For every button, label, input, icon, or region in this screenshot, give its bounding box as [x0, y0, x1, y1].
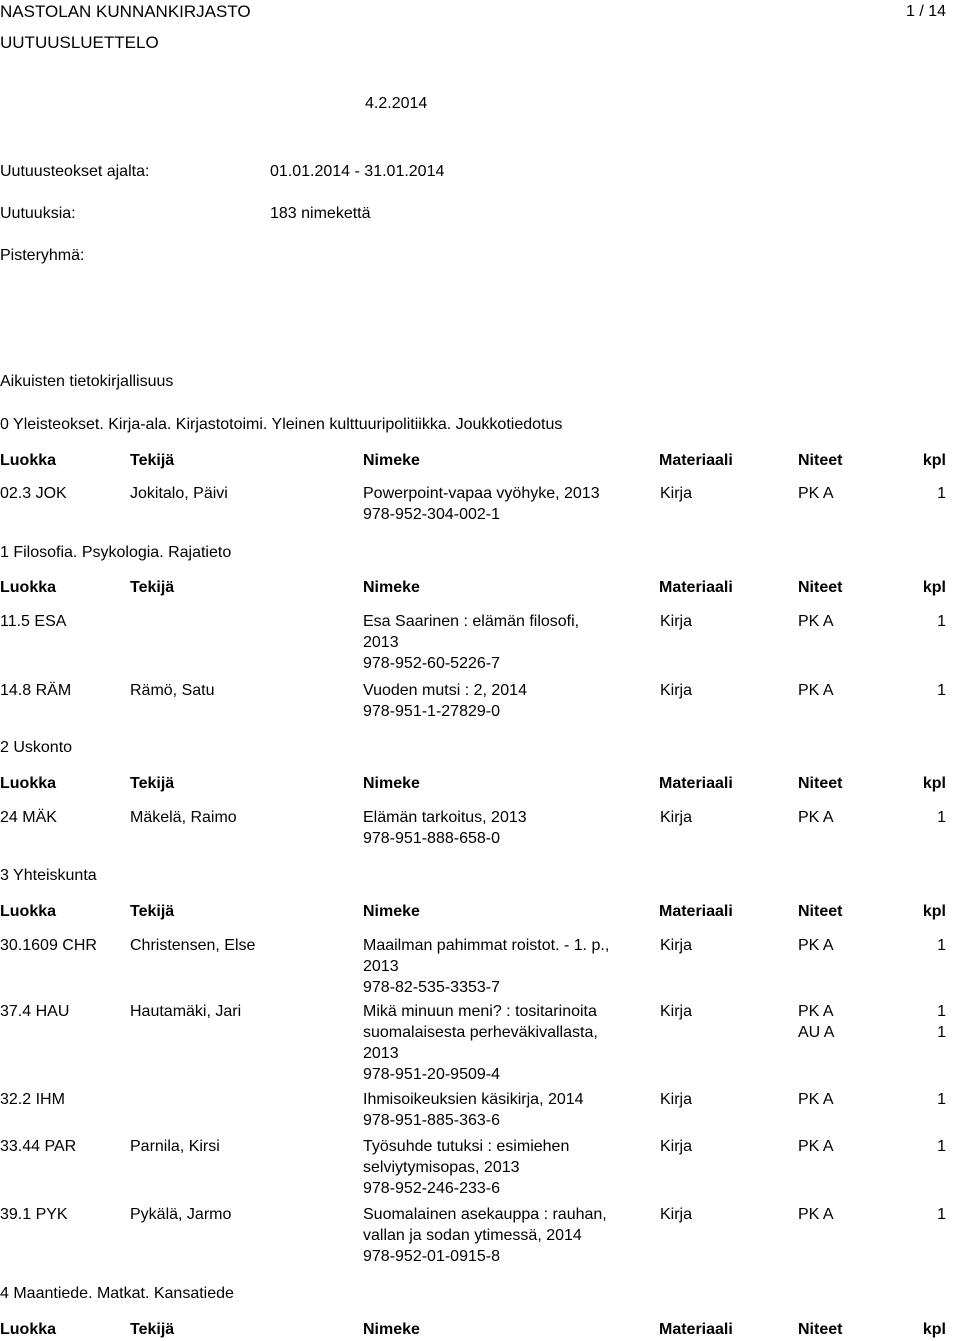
row-title-line: 978-951-1-27829-0: [363, 703, 500, 720]
row-copy-count: 1: [937, 1138, 946, 1155]
column-header-material: Materiaali: [659, 1321, 733, 1338]
row-copy-location: AU A: [798, 1024, 835, 1041]
column-header-class: Luokka: [0, 1321, 57, 1338]
row-title-line: 2013: [363, 958, 399, 975]
row-class: 02.3 JOK: [0, 485, 67, 502]
section-heading: 4 Maantiede. Matkat. Kansatiede: [0, 1285, 234, 1302]
row-title-line: 978-951-888-658-0: [363, 830, 500, 847]
row-title-line: Elämän tarkoitus, 2013: [363, 809, 527, 826]
row-material: Kirja: [660, 613, 693, 630]
row-title-line: Mikä minuun meni? : tositarinoita: [363, 1003, 597, 1020]
row-class: 39.1 PYK: [0, 1206, 68, 1223]
row-copy-location: PK A: [798, 809, 834, 826]
row-title-line: Vuoden mutsi : 2, 2014: [363, 682, 527, 699]
column-header-material: Materiaali: [659, 579, 733, 596]
row-class: 24 MÄK: [0, 809, 57, 826]
row-title-line: vallan ja sodan ytimessä, 2014: [363, 1227, 582, 1244]
row-material: Kirja: [660, 682, 693, 699]
row-title-line: 978-952-246-233-6: [363, 1180, 500, 1197]
row-author: Pykälä, Jarmo: [130, 1206, 232, 1223]
column-header-title: Nimeke: [363, 452, 420, 469]
row-title-line: 2013: [363, 634, 399, 651]
row-title-line: suomalaisesta perheväkivallasta,: [363, 1024, 598, 1041]
row-title-line: Maailman pahimmat roistot. - 1. p.,: [363, 937, 610, 954]
row-class: 30.1609 CHR: [0, 937, 97, 954]
column-header-title: Nimeke: [363, 775, 420, 792]
row-title-line: Työsuhde tutuksi : esimiehen: [363, 1138, 570, 1155]
row-title-line: Esa Saarinen : elämän filosofi,: [363, 613, 580, 630]
column-header-copies: Niteet: [798, 452, 843, 469]
column-header-copies: Niteet: [798, 903, 843, 920]
column-header-count: kpl: [922, 452, 946, 469]
row-copy-count: 1: [937, 1206, 946, 1223]
row-class: 33.44 PAR: [0, 1138, 77, 1155]
row-class: 11.5 ESA: [0, 613, 67, 630]
column-header-title: Nimeke: [363, 579, 420, 596]
column-header-class: Luokka: [0, 903, 57, 920]
category-heading: Aikuisten tietokirjallisuus: [0, 373, 174, 390]
column-header-material: Materiaali: [659, 452, 733, 469]
row-copy-location: PK A: [798, 485, 834, 502]
row-title-line: 978-952-304-002-1: [363, 506, 500, 523]
count-label: Uutuuksia:: [0, 205, 76, 222]
column-header-class: Luokka: [0, 452, 57, 469]
row-material: Kirja: [660, 809, 693, 826]
report-date: 4.2.2014: [365, 95, 428, 112]
column-header-author: Tekijä: [130, 775, 175, 792]
column-header-title: Nimeke: [363, 1321, 420, 1338]
row-copy-location: PK A: [798, 682, 834, 699]
row-title-line: 978-82-535-3353-7: [363, 979, 500, 996]
row-title-line: Ihmisoikeuksien käsikirja, 2014: [363, 1091, 584, 1108]
row-copy-location: PK A: [798, 1003, 834, 1020]
section-heading: 0 Yleisteokset. Kirja-ala. Kirjastotoimi. Yleinen kulttuuripolitiikka. Joukkotiedotus: [0, 416, 563, 433]
row-title-line: Powerpoint-vapaa vyöhyke, 2013: [363, 485, 600, 502]
column-header-title: Nimeke: [363, 903, 420, 920]
row-author: Jokitalo, Päivi: [130, 485, 228, 502]
row-copy-count: 1: [937, 485, 946, 502]
row-title-line: 978-951-20-9509-4: [363, 1066, 500, 1083]
row-author: Hautamäki, Jari: [130, 1003, 242, 1020]
row-copy-count: 1: [937, 1003, 946, 1020]
group-label: Pisteryhmä:: [0, 247, 85, 264]
library-name: NASTOLAN KUNNANKIRJASTO: [0, 2, 251, 21]
row-title-line: 978-952-60-5226-7: [363, 655, 500, 672]
row-copy-count: 1: [937, 937, 946, 954]
period-value: 01.01.2014 - 31.01.2014: [270, 163, 445, 180]
row-copy-count: 1: [937, 1091, 946, 1108]
row-material: Kirja: [660, 1003, 693, 1020]
row-class: 32.2 IHM: [0, 1091, 65, 1108]
column-header-copies: Niteet: [798, 579, 843, 596]
row-class: 37.4 HAU: [0, 1003, 70, 1020]
column-header-author: Tekijä: [130, 452, 175, 469]
column-header-count: kpl: [922, 903, 946, 920]
row-copy-count: 1: [937, 613, 946, 630]
column-header-count: kpl: [922, 775, 946, 792]
row-material: Kirja: [660, 1091, 693, 1108]
column-header-count: kpl: [922, 579, 946, 596]
row-copy-location: PK A: [798, 1206, 834, 1223]
row-class: 14.8 RÄM: [0, 682, 72, 699]
column-header-count: kpl: [922, 1321, 946, 1338]
list-title: UUTUUSLUETTELO: [0, 33, 159, 52]
row-copy-count: 1: [937, 1024, 946, 1041]
row-title-line: selviytymisopas, 2013: [363, 1159, 520, 1176]
row-author: Rämö, Satu: [130, 682, 215, 699]
section-heading: 3 Yhteiskunta: [0, 867, 97, 884]
column-header-material: Materiaali: [659, 903, 733, 920]
page-indicator: 1 / 14: [905, 3, 946, 20]
row-material: Kirja: [660, 1206, 693, 1223]
row-title-line: 2013: [363, 1045, 399, 1062]
column-header-author: Tekijä: [130, 579, 175, 596]
row-copy-location: PK A: [798, 937, 834, 954]
row-author: Mäkelä, Raimo: [130, 809, 237, 826]
row-copy-count: 1: [937, 809, 946, 826]
section-heading: 2 Uskonto: [0, 739, 73, 756]
row-material: Kirja: [660, 485, 693, 502]
row-author: Christensen, Else: [130, 937, 256, 954]
period-label: Uutuusteokset ajalta:: [0, 163, 150, 180]
row-copy-location: PK A: [798, 1138, 834, 1155]
column-header-material: Materiaali: [659, 775, 733, 792]
row-copy-count: 1: [937, 682, 946, 699]
column-header-copies: Niteet: [798, 1321, 843, 1338]
row-material: Kirja: [660, 937, 693, 954]
row-material: Kirja: [660, 1138, 693, 1155]
column-header-class: Luokka: [0, 579, 57, 596]
row-copy-location: PK A: [798, 1091, 834, 1108]
section-heading: 1 Filosofia. Psykologia. Rajatieto: [0, 544, 232, 561]
row-title-line: 978-952-01-0915-8: [363, 1248, 500, 1265]
row-author: Parnila, Kirsi: [130, 1138, 220, 1155]
column-header-author: Tekijä: [130, 1321, 175, 1338]
column-header-author: Tekijä: [130, 903, 175, 920]
row-copy-location: PK A: [798, 613, 834, 630]
row-title-line: 978-951-885-363-6: [363, 1112, 500, 1129]
column-header-copies: Niteet: [798, 775, 843, 792]
column-header-class: Luokka: [0, 775, 57, 792]
count-value: 183 nimekettä: [270, 205, 371, 222]
row-title-line: Suomalainen asekauppa : rauhan,: [363, 1206, 607, 1223]
